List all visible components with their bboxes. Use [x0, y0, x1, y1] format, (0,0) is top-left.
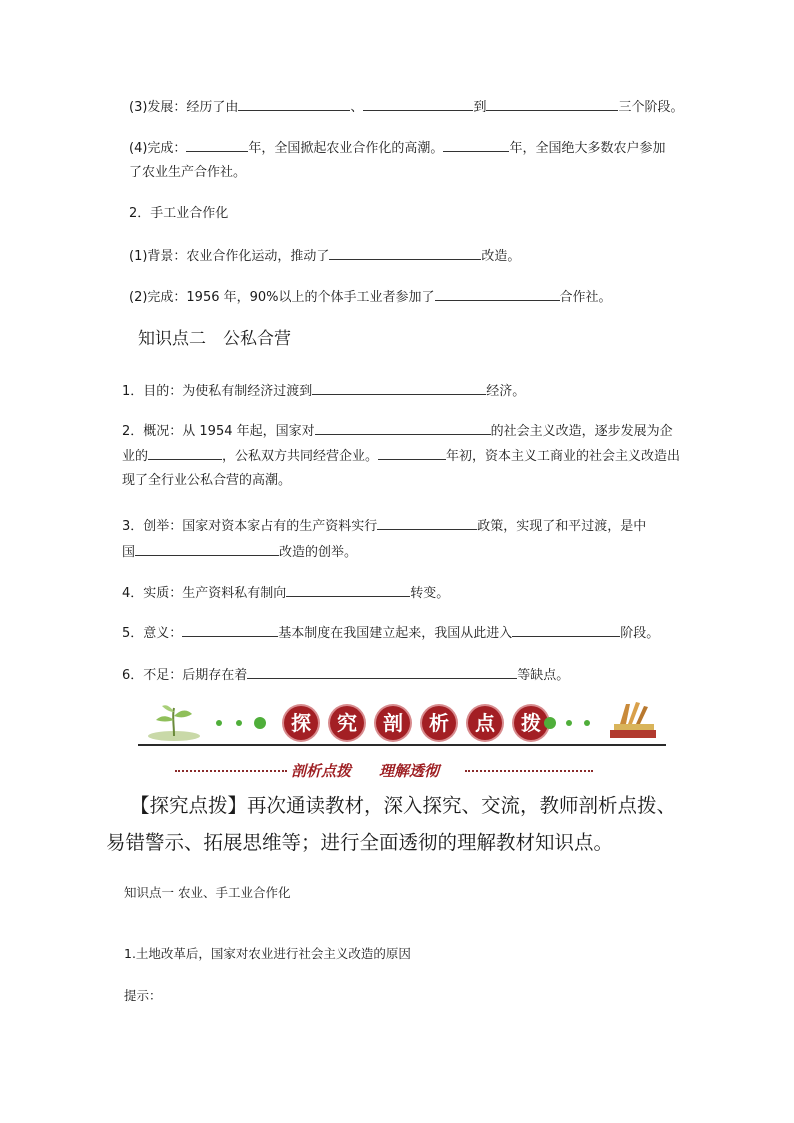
blank[interactable]: [247, 664, 517, 679]
banner-char: 探: [284, 706, 318, 740]
subtitle-text: 理解透彻: [379, 762, 440, 780]
dot-icon: [584, 720, 590, 726]
dot-icon: [216, 720, 222, 726]
item-overview-cont2: 现了全行业公私合营的高潮。: [122, 473, 292, 488]
item-development: (3)发展：经历了由 、 到 三个阶段。: [129, 96, 683, 117]
blank[interactable]: [329, 245, 481, 260]
dotted-rule: [175, 770, 287, 772]
item-completion: (4)完成： 年，全国掀起农业合作化的高潮。 年，全国绝大多数农户参加: [129, 137, 665, 158]
item-innovation: 3．创举：国家对资本家占有的生产资料实行 政策，实现了和平过渡，是中: [122, 515, 646, 536]
item-shortcoming: 6．不足：后期存在着 等缺点。: [122, 664, 569, 685]
dot-icon: [254, 717, 266, 729]
item-essence: 4．实质：生产资料私有制向 转变。: [122, 582, 449, 603]
blank[interactable]: [186, 137, 248, 152]
blank[interactable]: [182, 622, 278, 637]
plant-icon: [144, 702, 204, 742]
item-handicraft-completion: (2)完成：1956 年，90%以上的个体手工业者参加了 合作社。: [129, 286, 612, 307]
section-banner: [138, 700, 666, 750]
blank[interactable]: [512, 622, 620, 637]
blank[interactable]: [363, 96, 473, 111]
dot-icon: [566, 720, 572, 726]
item-overview: 2．概况：从 1954 年起，国家对 的社会主义改造，逐步发展为企: [122, 420, 673, 441]
item-purpose: 1．目的：为使私有制经济过渡到 经济。: [122, 380, 525, 401]
subheading-handicraft: 2．手工业合作化: [129, 206, 229, 221]
banner-char: 析: [422, 706, 456, 740]
banner-char: 点: [468, 706, 502, 740]
item-completion-cont: 了农业生产合作社。: [129, 165, 247, 180]
blank[interactable]: [377, 515, 477, 530]
intro-text-line2: 易错警示、拓展思维等；进行全面透彻的理解教材知识点。: [106, 831, 614, 854]
intro-text-line1: 【探究点拨】再次通读教材，深入探究、交流，教师剖析点拨、: [130, 794, 677, 817]
subtitle-text: 剖析点拨: [291, 762, 352, 780]
books-icon: [606, 700, 662, 744]
banner-subtitle: [175, 760, 595, 780]
question-1: 1.土地改革后，国家对农业进行社会主义改造的原因: [124, 946, 411, 961]
blank[interactable]: [148, 445, 222, 460]
hint-label: 提示：: [124, 988, 162, 1003]
banner-char: 拨: [514, 706, 548, 740]
item-innovation-cont: 国 改造的创举。: [122, 541, 357, 562]
item-significance: 5．意义： 基本制度在我国建立起来，我国从此进入 阶段。: [122, 622, 659, 643]
blank[interactable]: [238, 96, 350, 111]
item-background: (1)背景：农业合作化运动，推动了 改造。: [129, 245, 520, 266]
blank[interactable]: [378, 445, 446, 460]
blank[interactable]: [286, 582, 410, 597]
blank[interactable]: [315, 420, 491, 435]
section-heading-2: 知识点二 公私合营: [138, 329, 291, 349]
banner-char: 剖: [376, 706, 410, 740]
dotted-rule: [465, 770, 593, 772]
knowledge-point-1-heading: 知识点一 农业、手工业合作化: [124, 885, 291, 900]
blank[interactable]: [135, 541, 279, 556]
blank[interactable]: [435, 286, 560, 301]
dot-icon: [236, 720, 242, 726]
dot-icon: [544, 717, 556, 729]
banner-rule: [138, 744, 666, 746]
item-overview-cont: 业的 ，公私双方共同经营企业。 年初，资本主义工商业的社会主义改造出: [122, 445, 680, 466]
blank[interactable]: [312, 380, 486, 395]
banner-char: 究: [330, 706, 364, 740]
blank[interactable]: [486, 96, 618, 111]
blank[interactable]: [443, 137, 509, 152]
